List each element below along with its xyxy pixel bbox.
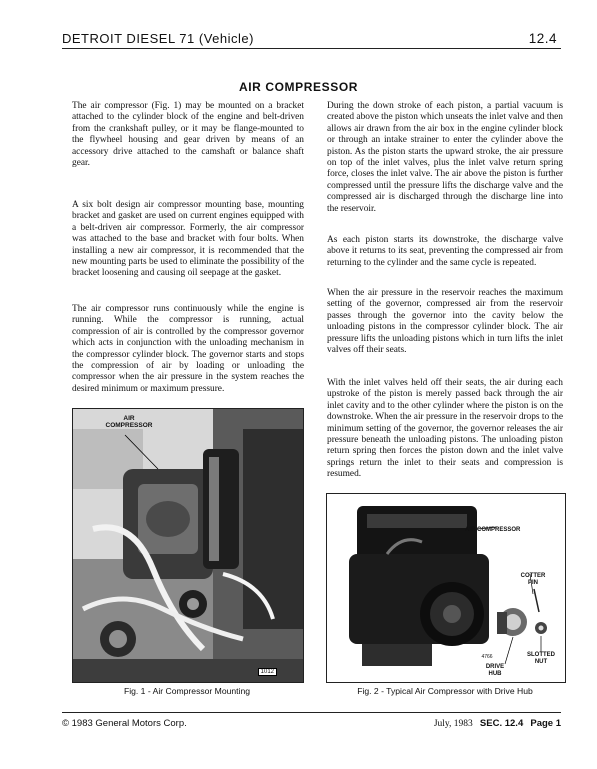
figure-1-photo [72, 408, 304, 683]
drive-hub-label: DRIVE HUB [485, 664, 505, 677]
figure-2-caption: Fig. 2 - Typical Air Compressor with Drive Hub [357, 686, 533, 696]
footer-date: July, 1983 [433, 719, 473, 729]
engine-illustration [73, 409, 303, 682]
figure-2-photo-number: 4766 [481, 654, 493, 660]
manual-title: DETROIT DIESEL 71 (Vehicle) [62, 31, 254, 46]
slotted-nut-label: SLOTTED NUT [527, 652, 555, 665]
left-paragraph-3: The air compressor runs continuously while the engine is running. While the compressor is running, actual compression of air is controlled by the compressor governor which acts in conjunction with the unloading mechanism in the compressor cylinder block. The governor starts and stops the compression of air by loading or unloading the compressor when the air pressure in the system reaches the desired minimum or maximum pressure. [72, 304, 304, 394]
page-number: Page 1 [530, 718, 561, 729]
cotter-pin-label: COTTER PIN [520, 573, 546, 586]
figure-1-photo-number: 1012 [258, 668, 277, 676]
figure-2-photo [326, 493, 566, 683]
figure-1-label: AIR COMPRESSOR [105, 415, 153, 429]
right-paragraph-3: When the air pressure in the reservoir reaches the maximum setting of the governor, compressed air from the reservoir passes through the governor into the cavity below the unloading pistons in the compressor cylinder block. The air pressure lifts the unloading pistons which in turn lifts the inlet valves off their seats. [327, 288, 563, 356]
header-rule [62, 48, 561, 49]
right-paragraph-1: During the down stroke of each piston, a partial vacuum is created above the piston which unseats the inlet valve and then allows air drawn from the air box in the engine cylinder block or through an intake strainer to enter the cylinder above the piston. As the piston starts the upward stroke, the air pressure on top of the inlet valves, plus the inlet valve return spring force, closes the inlet valve. The air above the piston is further compressed until the pressure lifts the discharge valve and the compressed air is discharged through the discharge line into the reservoir. [327, 101, 563, 214]
running-header [62, 27, 561, 49]
footer-right [434, 718, 561, 729]
footer-section: SEC. 12.4 [479, 718, 524, 729]
section-number: 12.4 [528, 31, 557, 46]
right-paragraph-4: With the inlet valves held off their seats, the air during each upstroke of the piston is merely passed back through the air inlet cavity and to the other cylinder where the piston is on the downstroke. When the air pressure in the reservoir drops to the minimum setting of the governor, the governor releases the air pressure beneath the unloading pistons. The unloading piston return spring then forces the piston down and the inlet valve springs return the inlet to their seats and compression is resumed. [327, 378, 563, 480]
left-paragraph-2: A six bolt design air compressor mounting base, mounting bracket and gasket are used on current engines equipped with a belt-driven air compressor. Formerly, the air compressor was attached to the base and bracket with four bolts. When installing a new air compressor, it is recommended that the new mounting parts be used to eliminate the possibility of the bracket loosening and causing oil seepage at the gasket. [72, 200, 304, 279]
figure-1-caption: Fig. 1 - Air Compressor Mounting [123, 686, 251, 696]
page-title: AIR COMPRESSOR [238, 80, 359, 94]
air-compressor-label: AIR COMPRESSOR [465, 527, 521, 533]
copyright: © 1983 General Motors Corp. [62, 718, 187, 729]
left-paragraph-1: The air compressor (Fig. 1) may be mounted on a bracket attached to the cylinder block of the engine and belt-driven from the crankshaft pulley, or it may be flange-mounted to the flywheel housing and gear driven by means of an accessory drive attached to the camshaft or balance shaft gear. [72, 101, 304, 169]
footer-rule [62, 712, 561, 713]
right-paragraph-2: As each piston starts its downstroke, the discharge valve above it returns to its seat, preventing the compressed air from returning to the cylinder and the same cycle is repeated. [327, 235, 563, 268]
